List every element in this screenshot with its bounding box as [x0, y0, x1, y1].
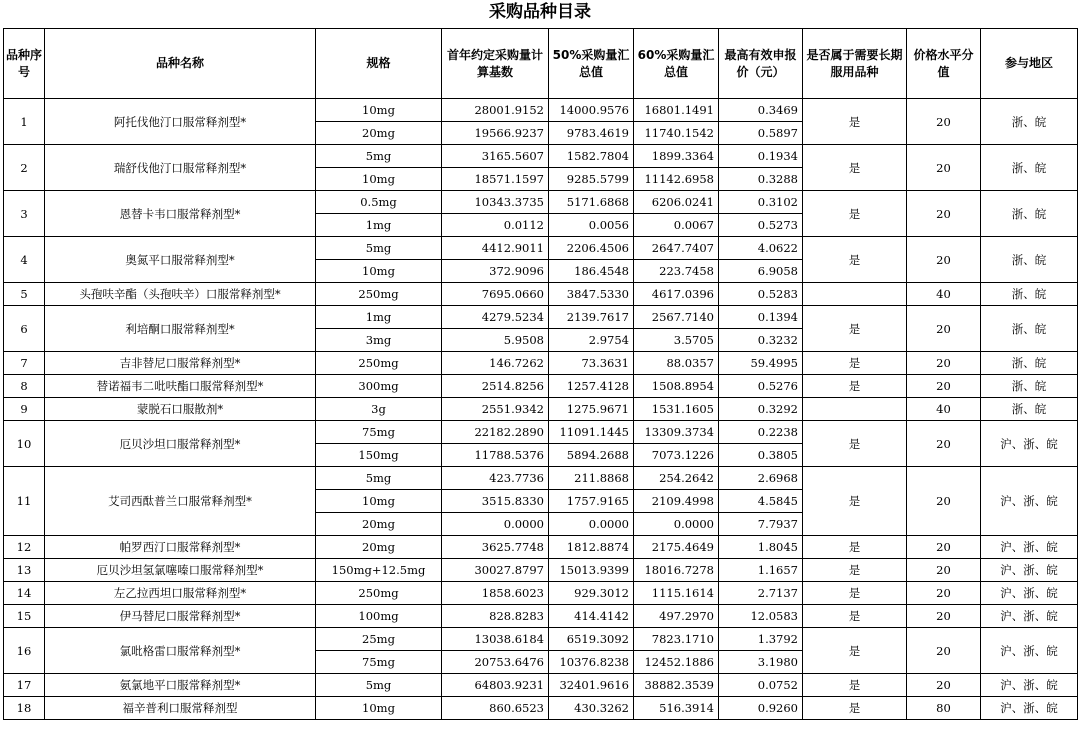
cell-60pct: 1899.3364: [634, 145, 719, 168]
cell-no: 18: [4, 697, 45, 720]
header-base: 首年约定采购量计算基数: [442, 29, 549, 99]
cell-name: 头孢呋辛酯（头孢呋辛）口服常释剂型*: [45, 283, 316, 306]
cell-score: 20: [907, 306, 981, 352]
cell-50pct: 1812.8874: [549, 536, 634, 559]
cell-base: 0.0112: [442, 214, 549, 237]
cell-no: 9: [4, 398, 45, 421]
cell-spec: 5mg: [316, 145, 442, 168]
cell-50pct: 1257.4128: [549, 375, 634, 398]
table-row: [4, 145, 1078, 168]
cell-spec: 20mg: [316, 513, 442, 536]
cell-spec: 250mg: [316, 582, 442, 605]
cell-score: 20: [907, 99, 981, 145]
cell-spec: 5mg: [316, 237, 442, 260]
cell-no: 8: [4, 375, 45, 398]
cell-50pct: 6519.3092: [549, 628, 634, 651]
cell-base: 11788.5376: [442, 444, 549, 467]
cell-spec: 20mg: [316, 122, 442, 145]
cell-score: 40: [907, 283, 981, 306]
table-row: [4, 283, 1078, 306]
cell-spec: 0.5mg: [316, 191, 442, 214]
cell-spec: 150mg+12.5mg: [316, 559, 442, 582]
header-name: 品种名称: [45, 29, 316, 99]
cell-score: 20: [907, 605, 981, 628]
cell-base: 4279.5234: [442, 306, 549, 329]
cell-no: 5: [4, 283, 45, 306]
cell-base: 3625.7748: [442, 536, 549, 559]
cell-60pct: 2109.4998: [634, 490, 719, 513]
cell-name: 吉非替尼口服常释剂型*: [45, 352, 316, 375]
cell-50pct: 186.4548: [549, 260, 634, 283]
cell-50pct: 1757.9165: [549, 490, 634, 513]
cell-spec: 150mg: [316, 444, 442, 467]
cell-no: 2: [4, 145, 45, 191]
cell-spec: 5mg: [316, 674, 442, 697]
cell-name: 帕罗西汀口服常释剂型*: [45, 536, 316, 559]
cell-max-price: 1.3792: [719, 628, 803, 651]
cell-max-price: 0.9260: [719, 697, 803, 720]
cell-score: 80: [907, 697, 981, 720]
cell-no: 13: [4, 559, 45, 582]
cell-base: 64803.9231: [442, 674, 549, 697]
cell-base: 18571.1597: [442, 168, 549, 191]
cell-max-price: 3.1980: [719, 651, 803, 674]
table-row: [4, 467, 1078, 490]
cell-base: 860.6523: [442, 697, 549, 720]
cell-50pct: 2139.7617: [549, 306, 634, 329]
cell-base: 2514.8256: [442, 375, 549, 398]
cell-region: 沪、浙、皖: [981, 559, 1078, 582]
cell-no: 1: [4, 99, 45, 145]
cell-50pct: 15013.9399: [549, 559, 634, 582]
cell-50pct: 2206.4506: [549, 237, 634, 260]
cell-no: 17: [4, 674, 45, 697]
cell-max-price: 1.8045: [719, 536, 803, 559]
cell-60pct: 1115.1614: [634, 582, 719, 605]
cell-max-price: 0.2238: [719, 421, 803, 444]
cell-spec: 100mg: [316, 605, 442, 628]
cell-base: 28001.9152: [442, 99, 549, 122]
cell-base: 7695.0660: [442, 283, 549, 306]
cell-max-price: 0.5276: [719, 375, 803, 398]
cell-no: 6: [4, 306, 45, 352]
cell-spec: 10mg: [316, 99, 442, 122]
cell-50pct: 2.9754: [549, 329, 634, 352]
cell-60pct: 516.3914: [634, 697, 719, 720]
cell-max-price: 0.3288: [719, 168, 803, 191]
cell-base: 423.7736: [442, 467, 549, 490]
cell-max-price: 12.0583: [719, 605, 803, 628]
cell-region: 浙、皖: [981, 375, 1078, 398]
cell-60pct: 223.7458: [634, 260, 719, 283]
cell-max-price: 0.3292: [719, 398, 803, 421]
cell-region: 浙、皖: [981, 283, 1078, 306]
cell-region: 沪、浙、皖: [981, 421, 1078, 467]
cell-score: 40: [907, 398, 981, 421]
cell-name: 伊马替尼口服常释剂型*: [45, 605, 316, 628]
cell-long-term: 是: [803, 582, 907, 605]
cell-max-price: 2.6968: [719, 467, 803, 490]
cell-base: 13038.6184: [442, 628, 549, 651]
cell-region: 沪、浙、皖: [981, 605, 1078, 628]
cell-base: 1858.6023: [442, 582, 549, 605]
header-spec: 规格: [316, 29, 442, 99]
cell-region: 沪、浙、皖: [981, 628, 1078, 674]
cell-name: 利培酮口服常释剂型*: [45, 306, 316, 352]
table-body: [4, 99, 1078, 720]
cell-spec: 250mg: [316, 352, 442, 375]
cell-max-price: 1.1657: [719, 559, 803, 582]
cell-base: 4412.9011: [442, 237, 549, 260]
table-row: [4, 605, 1078, 628]
cell-name: 瑞舒伐他汀口服常释剂型*: [45, 145, 316, 191]
cell-no: 15: [4, 605, 45, 628]
cell-50pct: 430.3262: [549, 697, 634, 720]
cell-long-term: 是: [803, 628, 907, 674]
cell-region: 浙、皖: [981, 306, 1078, 352]
cell-name: 氯吡格雷口服常释剂型*: [45, 628, 316, 674]
cell-60pct: 11142.6958: [634, 168, 719, 191]
cell-spec: 250mg: [316, 283, 442, 306]
cell-base: 10343.3735: [442, 191, 549, 214]
table-row: [4, 559, 1078, 582]
cell-50pct: 5171.6868: [549, 191, 634, 214]
cell-spec: 1mg: [316, 306, 442, 329]
cell-score: 20: [907, 191, 981, 237]
cell-60pct: 88.0357: [634, 352, 719, 375]
cell-region: 沪、浙、皖: [981, 536, 1078, 559]
cell-no: 10: [4, 421, 45, 467]
cell-60pct: 13309.3734: [634, 421, 719, 444]
cell-region: 浙、皖: [981, 352, 1078, 375]
cell-name: 替诺福韦二吡呋酯口服常释剂型*: [45, 375, 316, 398]
cell-60pct: 7073.1226: [634, 444, 719, 467]
cell-no: 4: [4, 237, 45, 283]
cell-60pct: 16801.1491: [634, 99, 719, 122]
cell-max-price: 0.5283: [719, 283, 803, 306]
cell-name: 阿托伐他汀口服常释剂型*: [45, 99, 316, 145]
cell-max-price: 0.3805: [719, 444, 803, 467]
table-row: [4, 237, 1078, 260]
cell-base: 5.9508: [442, 329, 549, 352]
cell-long-term: 是: [803, 191, 907, 237]
cell-base: 20753.6476: [442, 651, 549, 674]
cell-region: 浙、皖: [981, 237, 1078, 283]
table-row: [4, 306, 1078, 329]
cell-60pct: 6206.0241: [634, 191, 719, 214]
cell-long-term: 是: [803, 352, 907, 375]
cell-score: 20: [907, 582, 981, 605]
cell-score: 20: [907, 375, 981, 398]
table-row: [4, 191, 1078, 214]
cell-max-price: 59.4995: [719, 352, 803, 375]
cell-60pct: 2175.4649: [634, 536, 719, 559]
cell-spec: 3g: [316, 398, 442, 421]
cell-max-price: 0.1394: [719, 306, 803, 329]
cell-50pct: 10376.8238: [549, 651, 634, 674]
cell-spec: 1mg: [316, 214, 442, 237]
cell-50pct: 1275.9671: [549, 398, 634, 421]
cell-max-price: 0.3232: [719, 329, 803, 352]
cell-base: 372.9096: [442, 260, 549, 283]
cell-60pct: 2567.7140: [634, 306, 719, 329]
header-long-term: 是否属于需要长期服用品种: [803, 29, 907, 99]
cell-max-price: 6.9058: [719, 260, 803, 283]
cell-region: 沪、浙、皖: [981, 697, 1078, 720]
cell-50pct: 414.4142: [549, 605, 634, 628]
cell-60pct: 1508.8954: [634, 375, 719, 398]
cell-60pct: 11740.1542: [634, 122, 719, 145]
cell-spec: 10mg: [316, 260, 442, 283]
cell-50pct: 5894.2688: [549, 444, 634, 467]
cell-60pct: 0.0067: [634, 214, 719, 237]
cell-50pct: 32401.9616: [549, 674, 634, 697]
cell-50pct: 9285.5799: [549, 168, 634, 191]
cell-max-price: 0.3469: [719, 99, 803, 122]
cell-score: 20: [907, 536, 981, 559]
cell-long-term: 是: [803, 306, 907, 352]
cell-long-term: [803, 283, 907, 306]
table-row: [4, 536, 1078, 559]
cell-base: 19566.9237: [442, 122, 549, 145]
cell-spec: 25mg: [316, 628, 442, 651]
cell-spec: 10mg: [316, 168, 442, 191]
header-score: 价格水平分值: [907, 29, 981, 99]
cell-60pct: 0.0000: [634, 513, 719, 536]
cell-score: 20: [907, 237, 981, 283]
cell-no: 14: [4, 582, 45, 605]
header-50pct: 50%采购量汇总值: [549, 29, 634, 99]
cell-50pct: 929.3012: [549, 582, 634, 605]
table-row: [4, 674, 1078, 697]
cell-name: 福辛普利口服常释剂型: [45, 697, 316, 720]
cell-no: 7: [4, 352, 45, 375]
cell-60pct: 38882.3539: [634, 674, 719, 697]
table-row: [4, 398, 1078, 421]
cell-60pct: 7823.1710: [634, 628, 719, 651]
cell-long-term: 是: [803, 674, 907, 697]
cell-50pct: 1582.7804: [549, 145, 634, 168]
header-max-price: 最高有效申报价（元）: [719, 29, 803, 99]
cell-name: 蒙脱石口服散剂*: [45, 398, 316, 421]
cell-score: 20: [907, 559, 981, 582]
cell-60pct: 497.2970: [634, 605, 719, 628]
cell-long-term: 是: [803, 467, 907, 536]
cell-region: 浙、皖: [981, 398, 1078, 421]
cell-max-price: 2.7137: [719, 582, 803, 605]
cell-spec: 300mg: [316, 375, 442, 398]
cell-long-term: 是: [803, 697, 907, 720]
cell-base: 22182.2890: [442, 421, 549, 444]
cell-base: 30027.8797: [442, 559, 549, 582]
cell-long-term: 是: [803, 237, 907, 283]
cell-name: 厄贝沙坦口服常释剂型*: [45, 421, 316, 467]
cell-region: 浙、皖: [981, 145, 1078, 191]
cell-region: 沪、浙、皖: [981, 467, 1078, 536]
cell-max-price: 0.5273: [719, 214, 803, 237]
header-60pct: 60%采购量汇总值: [634, 29, 719, 99]
table-row: [4, 375, 1078, 398]
cell-no: 16: [4, 628, 45, 674]
cell-name: 恩替卡韦口服常释剂型*: [45, 191, 316, 237]
cell-base: 3515.8330: [442, 490, 549, 513]
cell-name: 艾司西酞普兰口服常释剂型*: [45, 467, 316, 536]
cell-60pct: 2647.7407: [634, 237, 719, 260]
cell-60pct: 3.5705: [634, 329, 719, 352]
table-row: [4, 421, 1078, 444]
cell-50pct: 14000.9576: [549, 99, 634, 122]
cell-60pct: 18016.7278: [634, 559, 719, 582]
cell-base: 828.8283: [442, 605, 549, 628]
cell-long-term: 是: [803, 99, 907, 145]
cell-max-price: 0.0752: [719, 674, 803, 697]
cell-long-term: 是: [803, 536, 907, 559]
cell-max-price: 0.1934: [719, 145, 803, 168]
cell-long-term: 是: [803, 375, 907, 398]
cell-max-price: 0.5897: [719, 122, 803, 145]
cell-max-price: 0.3102: [719, 191, 803, 214]
table-row: [4, 352, 1078, 375]
cell-spec: 75mg: [316, 651, 442, 674]
cell-spec: 10mg: [316, 697, 442, 720]
cell-60pct: 4617.0396: [634, 283, 719, 306]
cell-base: 0.0000: [442, 513, 549, 536]
cell-long-term: [803, 398, 907, 421]
cell-max-price: 4.0622: [719, 237, 803, 260]
page-title: 采购品种目录: [489, 2, 591, 22]
cell-50pct: 0.0056: [549, 214, 634, 237]
cell-name: 奥氮平口服常释剂型*: [45, 237, 316, 283]
cell-60pct: 1531.1605: [634, 398, 719, 421]
cell-score: 20: [907, 421, 981, 467]
cell-spec: 10mg: [316, 490, 442, 513]
cell-no: 3: [4, 191, 45, 237]
cell-50pct: 3847.5330: [549, 283, 634, 306]
cell-50pct: 73.3631: [549, 352, 634, 375]
cell-base: 3165.5607: [442, 145, 549, 168]
table-row: [4, 628, 1078, 651]
cell-50pct: 9783.4619: [549, 122, 634, 145]
cell-region: 沪、浙、皖: [981, 674, 1078, 697]
cell-50pct: 211.8868: [549, 467, 634, 490]
cell-50pct: 11091.1445: [549, 421, 634, 444]
cell-50pct: 0.0000: [549, 513, 634, 536]
cell-region: 浙、皖: [981, 99, 1078, 145]
cell-score: 20: [907, 145, 981, 191]
cell-score: 20: [907, 674, 981, 697]
cell-no: 12: [4, 536, 45, 559]
table-row: [4, 582, 1078, 605]
cell-score: 20: [907, 467, 981, 536]
cell-60pct: 254.2642: [634, 467, 719, 490]
procurement-table: [3, 28, 1078, 720]
cell-max-price: 4.5845: [719, 490, 803, 513]
cell-name: 左乙拉西坦口服常释剂型*: [45, 582, 316, 605]
cell-long-term: 是: [803, 145, 907, 191]
cell-spec: 3mg: [316, 329, 442, 352]
cell-name: 厄贝沙坦氢氯噻嗪口服常释剂型*: [45, 559, 316, 582]
table-row: [4, 697, 1078, 720]
table-row: [4, 99, 1078, 122]
cell-spec: 5mg: [316, 467, 442, 490]
cell-score: 20: [907, 628, 981, 674]
cell-60pct: 12452.1886: [634, 651, 719, 674]
cell-long-term: 是: [803, 421, 907, 467]
cell-spec: 75mg: [316, 421, 442, 444]
cell-score: 20: [907, 352, 981, 375]
cell-spec: 20mg: [316, 536, 442, 559]
cell-base: 2551.9342: [442, 398, 549, 421]
table-header-row: [4, 29, 1078, 99]
cell-region: 浙、皖: [981, 191, 1078, 237]
cell-base: 146.7262: [442, 352, 549, 375]
cell-max-price: 7.7937: [719, 513, 803, 536]
cell-long-term: 是: [803, 559, 907, 582]
cell-long-term: 是: [803, 605, 907, 628]
cell-no: 11: [4, 467, 45, 536]
header-no: 品种序号: [4, 29, 45, 99]
cell-region: 沪、浙、皖: [981, 582, 1078, 605]
cell-name: 氨氯地平口服常释剂型*: [45, 674, 316, 697]
header-region: 参与地区: [981, 29, 1078, 99]
